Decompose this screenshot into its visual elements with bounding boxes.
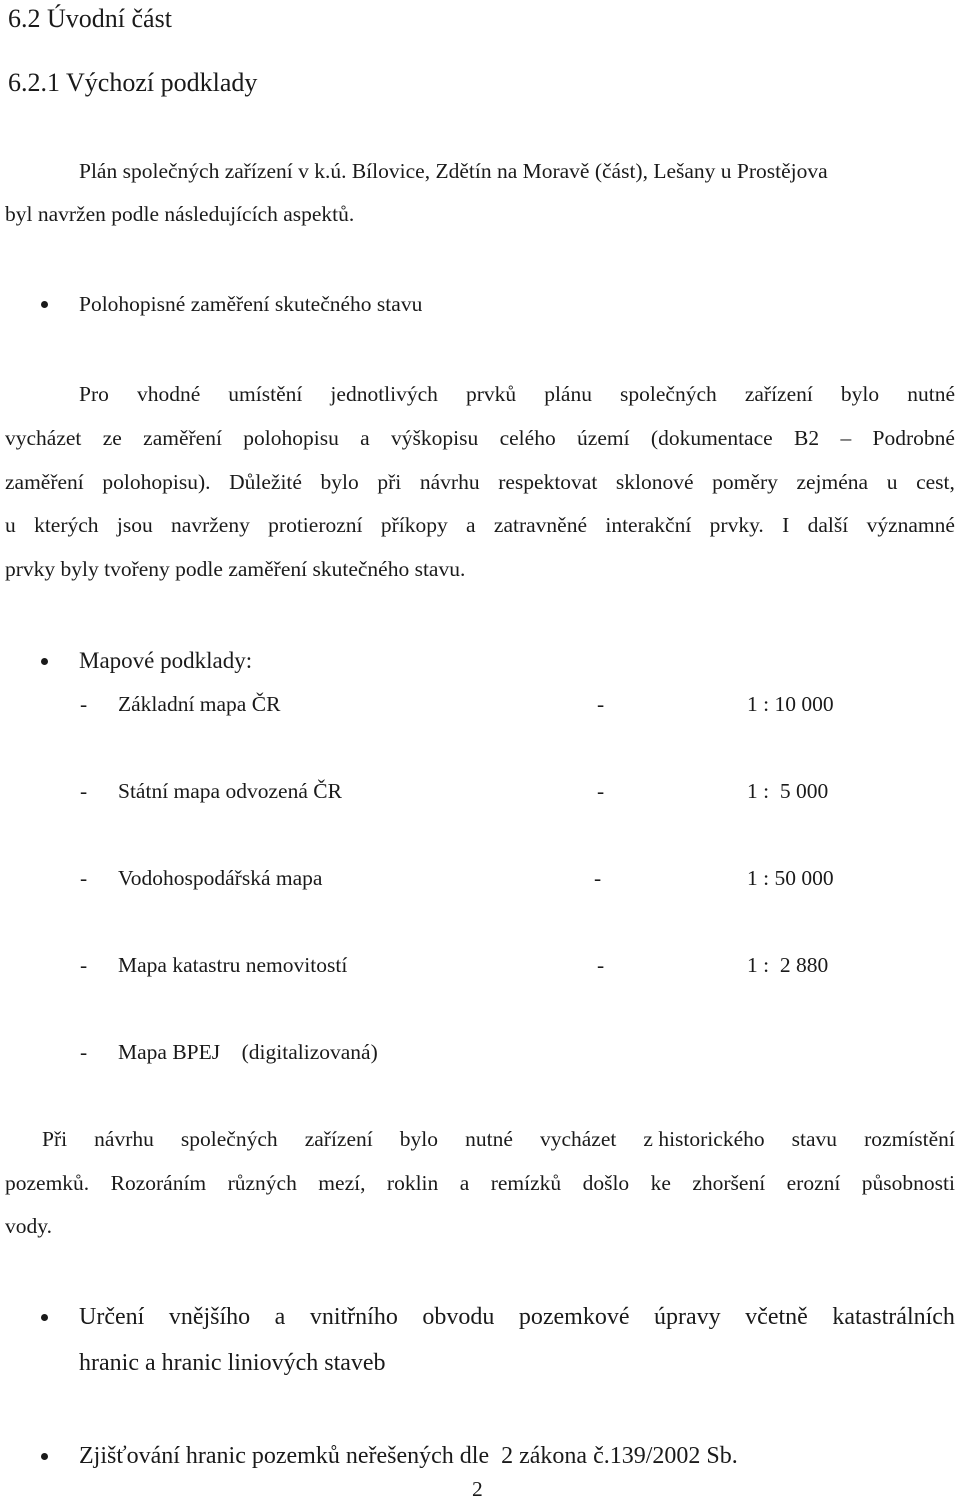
word: prvky.: [709, 513, 764, 537]
word: jsou: [116, 513, 153, 537]
word: návrhu: [94, 1127, 154, 1151]
word: polohopisu).: [102, 470, 211, 494]
bullet-1-paragraph-line-5: prvky byly tvořeny podle zaměření skutečného stavu.: [5, 557, 466, 581]
word: společných: [620, 382, 717, 406]
word: jednotlivých: [330, 382, 438, 406]
word: remízků: [490, 1171, 562, 1195]
word: nutné: [465, 1127, 513, 1151]
word: a: [274, 1304, 286, 1330]
word: I: [782, 513, 790, 537]
word: a: [466, 513, 476, 537]
word: zhoršení: [692, 1171, 766, 1195]
bullet-2-title: Mapové podklady:: [79, 648, 253, 673]
word: došlo: [582, 1171, 630, 1195]
word: prvků: [465, 382, 517, 406]
word: stavu: [791, 1127, 838, 1151]
word: obvodu: [422, 1304, 495, 1330]
page-number: 2: [472, 1477, 483, 1501]
word: zařízení: [304, 1127, 373, 1151]
word: vhodné: [136, 382, 201, 406]
word: u: [5, 513, 16, 537]
paragraph-2-line-1: [42, 1129, 955, 1151]
intro-line-2: byl navržen podle následujících aspektů.: [5, 202, 355, 226]
map-name: Základní mapa ČR: [118, 692, 281, 716]
map-row-dash: -: [80, 779, 88, 803]
intro-line-1: Plán společných zařízení v k.ú. Bílovice, Zdětín na Moravě (část), Lešany u Prostějova: [79, 159, 828, 183]
bullet-1-paragraph-line-1: [79, 384, 955, 406]
map-row-dash: -: [80, 1040, 88, 1064]
bullet-3-line-2: hranic a hranic liniových staveb: [79, 1350, 386, 1376]
word: Určení: [79, 1304, 145, 1330]
word: působnosti: [861, 1171, 955, 1195]
map-name: Mapa BPEJ (digitalizovaná): [118, 1040, 378, 1064]
word: zatravněné: [493, 513, 588, 537]
map-separator: -: [597, 692, 605, 716]
bullet-dot-1: [41, 301, 48, 308]
map-name: Státní mapa odvozená ČR: [118, 779, 342, 803]
map-separator: -: [597, 779, 605, 803]
word: protierozní: [268, 513, 363, 537]
word: při: [377, 470, 402, 494]
word: cest,: [916, 470, 955, 494]
word: katastrálních: [832, 1304, 955, 1330]
word: navrženy: [171, 513, 250, 537]
word: plánu: [544, 382, 592, 406]
heading-6-2: 6.2 Úvodní část: [8, 4, 172, 33]
word: území: [577, 426, 630, 450]
map-scale: 1 : 2 880: [747, 953, 829, 977]
bullet-dot-2: [41, 658, 48, 665]
paragraph-2-line-3: vody.: [5, 1214, 52, 1238]
word: rozmístění: [864, 1127, 955, 1151]
word: bylo: [320, 470, 359, 494]
bullet-dot-4: [41, 1453, 48, 1460]
paragraph-2-line-2: [5, 1173, 955, 1195]
word: (dokumentace: [650, 426, 773, 450]
word: sklonové: [615, 470, 694, 494]
word: Důležité: [229, 470, 302, 494]
word: interakční: [605, 513, 692, 537]
word: zaměření: [143, 426, 222, 450]
map-row-dash: -: [80, 692, 88, 716]
map-name: Mapa katastru nemovitostí: [118, 953, 348, 977]
map-scale: 1 : 5 000: [747, 779, 829, 803]
bullet-1-paragraph-line-3: [5, 472, 955, 494]
word: Podrobné: [872, 426, 955, 450]
word: mezí,: [318, 1171, 366, 1195]
word: příkopy: [380, 513, 448, 537]
bullet-1-paragraph-line-4: [5, 515, 955, 537]
word: včetně: [745, 1304, 808, 1330]
map-name: Vodohospodářská mapa: [118, 866, 323, 890]
word: ke: [650, 1171, 671, 1195]
bullet-4-text: Zjišťování hranic pozemků neřešených dle 2 zákona č.139/2002 Sb.: [79, 1443, 738, 1469]
bullet-1-paragraph-line-2: [5, 428, 955, 450]
map-scale: 1 : 10 000: [747, 692, 834, 716]
map-separator: -: [594, 866, 602, 890]
word: vnitřního: [309, 1304, 398, 1330]
word: výškopisu: [391, 426, 479, 450]
map-scale: 1 : 50 000: [747, 866, 834, 890]
word: zařízení: [744, 382, 813, 406]
word: roklin: [386, 1171, 439, 1195]
bullet-1-title: Polohopisné zaměření skutečného stavu: [79, 292, 423, 316]
word: erozní: [786, 1171, 841, 1195]
word: nutné: [907, 382, 955, 406]
word: vycházet: [539, 1127, 617, 1151]
word: ze: [102, 426, 122, 450]
word: u: [886, 470, 898, 494]
map-row-dash: -: [80, 866, 88, 890]
word: umístění: [228, 382, 303, 406]
word: různých: [227, 1171, 297, 1195]
word: úpravy: [654, 1304, 721, 1330]
heading-6-2-1: 6.2.1 Výchozí podklady: [8, 68, 258, 97]
word: Rozoráním: [110, 1171, 207, 1195]
word: bylo: [399, 1127, 439, 1151]
word: vnějšího: [168, 1304, 251, 1330]
word: kterých: [34, 513, 99, 537]
word: bylo: [840, 382, 880, 406]
word: a: [360, 426, 370, 450]
word: další: [807, 513, 849, 537]
word: B2: [794, 426, 820, 450]
word: vycházet: [5, 426, 82, 450]
word: z historického: [643, 1127, 765, 1151]
word: návrhu: [419, 470, 480, 494]
word: společných: [180, 1127, 278, 1151]
bullet-dot-3: [41, 1314, 48, 1321]
word: poměry: [712, 470, 778, 494]
word: zejména: [796, 470, 869, 494]
word: –: [840, 426, 852, 450]
word: pozemků.: [5, 1171, 90, 1195]
word: zaměření: [5, 470, 84, 494]
word: a: [459, 1171, 470, 1195]
word: pozemkové: [518, 1304, 630, 1330]
word: Pro: [79, 382, 109, 406]
word: Při: [42, 1127, 68, 1151]
map-separator: -: [597, 953, 605, 977]
word: celého: [499, 426, 556, 450]
word: významné: [866, 513, 955, 537]
word: polohopisu: [243, 426, 339, 450]
bullet-3-line-1: [79, 1305, 955, 1329]
word: respektovat: [498, 470, 598, 494]
map-row-dash: -: [80, 953, 88, 977]
